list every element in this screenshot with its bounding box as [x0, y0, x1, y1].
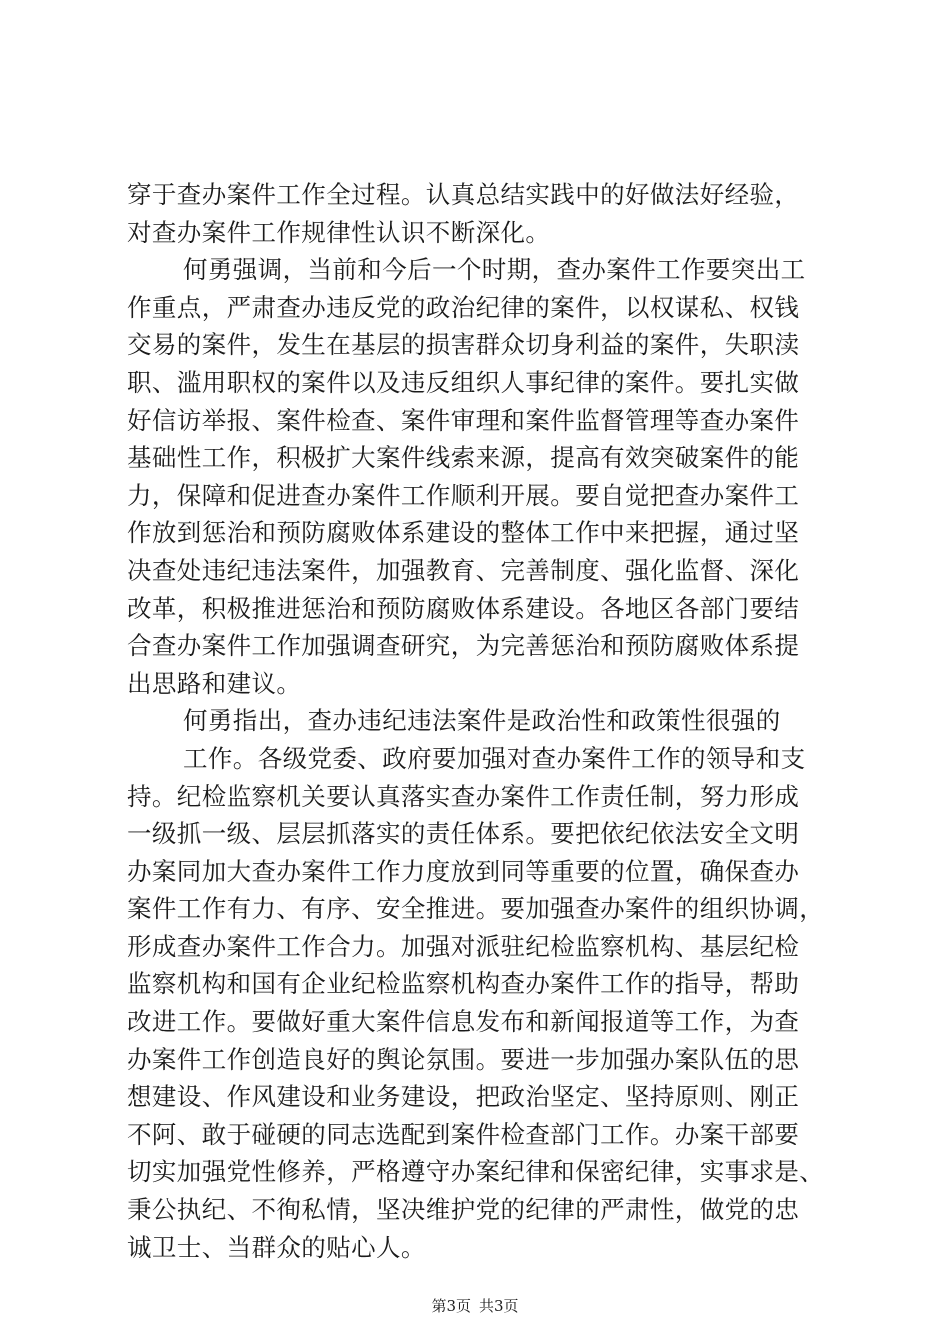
text-line: 监察机构和国有企业纪检监察机构查办案件工作的指导，帮助 [127, 969, 800, 999]
text-line: 作重点，严肃查办违反党的政治纪律的案件，以权谋私、权钱 [127, 292, 800, 322]
text-line: 形成查办案件工作合力。加强对派驻纪检监察机构、基层纪检 [127, 931, 800, 961]
text-line: 合查办案件工作加强调查研究，为完善惩治和预防腐败体系提 [127, 631, 800, 661]
text-line: 作放到惩治和预防腐败体系建设的整体工作中来把握，通过坚 [127, 518, 800, 548]
text-line: 一级抓一级、层层抓落实的责任体系。要把依纪依法安全文明 [127, 819, 800, 849]
text-line: 办案同加大查办案件工作力度放到同等重要的位置，确保查办 [127, 856, 800, 886]
text-line: 秉公执纪、不徇私情，坚决维护党的纪律的严肃性，做党的忠 [127, 1195, 800, 1225]
text-line: 切实加强党性修养，严格遵守办案纪律和保密纪律，实事求是、 [127, 1157, 825, 1187]
text-line: 诚卫士、当群众的贴心人。 [127, 1232, 426, 1262]
text-line: 工作。各级党委、政府要加强对查办案件工作的领导和支 [183, 743, 806, 773]
text-line: 改革，积极推进惩治和预防腐败体系建设。各地区各部门要结 [127, 593, 800, 623]
text-line: 不阿、敢于碰硬的同志选配到案件检查部门工作。办案干部要 [127, 1119, 800, 1149]
paragraph-start-line: 何勇强调，当前和今后一个时期，查办案件工作要突出工 [183, 255, 806, 285]
text-line: 改进工作。要做好重大案件信息发布和新闻报道等工作，为查 [127, 1007, 800, 1037]
page-number-current: 第3页 [431, 1297, 471, 1315]
body-text [127, 176, 833, 1266]
text-line: 力，保障和促进查办案件工作顺利开展。要自觉把查办案件工 [127, 480, 800, 510]
text-line: 决查处违纪违法案件，加强教育、完善制度、强化监督、深化 [127, 555, 800, 585]
text-line: 持。纪检监察机关要认真落实查办案件工作责任制，努力形成 [127, 781, 800, 811]
text-line: 想建设、作风建设和业务建设，把政治坚定、坚持原则、刚正 [127, 1082, 800, 1112]
page-footer [0, 1296, 950, 1316]
text-line: 好信访举报、案件检查、案件审理和案件监督管理等查办案件 [127, 405, 800, 435]
text-line: 案件工作有力、有序、安全推进。要加强查办案件的组织协调， [127, 894, 825, 924]
text-line: 穿于查办案件工作全过程。认真总结实践中的好做法好经验， [127, 180, 800, 209]
text-line: 办案件工作创造良好的舆论氛围。要进一步加强办案队伍的思 [127, 1044, 800, 1074]
page-number-total: 共3页 [479, 1297, 519, 1315]
text-line: 基础性工作，积极扩大案件线索来源，提高有效突破案件的能 [127, 443, 800, 473]
text-line: 出思路和建议。 [127, 668, 302, 698]
paragraph-start-line: 何勇指出，查办违纪违法案件是政治性和政策性很强的 [183, 706, 781, 736]
text-line: 职、滥用职权的案件以及违反组织人事纪律的案件。要扎实做 [127, 367, 800, 397]
text-line: 交易的案件，发生在基层的损害群众切身利益的案件，失职渎 [127, 330, 800, 360]
text-line: 对查办案件工作规律性认识不断深化。 [127, 217, 551, 247]
